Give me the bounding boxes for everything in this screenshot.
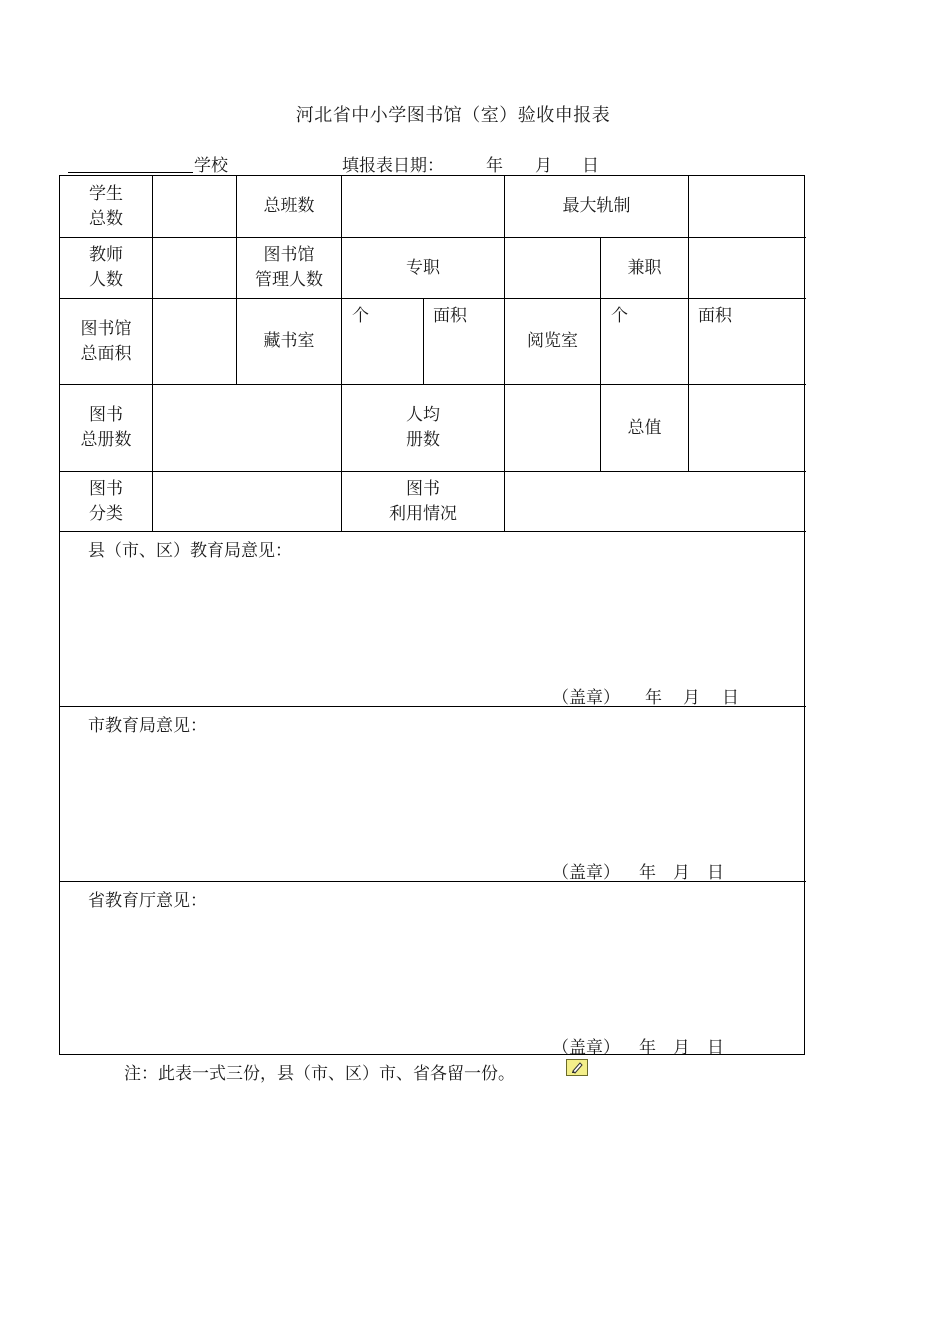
city-month-label: 月	[673, 863, 690, 883]
page-title: 河北省中小学图书馆（室）验收申报表	[295, 105, 611, 126]
province-opinion-label: 省教育厅意见：	[88, 891, 207, 911]
row-divider	[60, 531, 806, 532]
full-time-field[interactable]	[505, 238, 600, 298]
province-year-label: 年	[639, 1038, 656, 1058]
per-capita-volumes-field[interactable]	[505, 385, 600, 471]
stack-room-area-label: 面积	[433, 306, 467, 326]
per-capita-volumes-label: 人均 册数	[406, 405, 440, 450]
county-year-label: 年	[645, 688, 662, 708]
reading-room-area-label: 面积	[698, 306, 732, 326]
edit-note-icon[interactable]	[566, 1059, 588, 1076]
total-volumes-field[interactable]	[153, 385, 341, 471]
county-seal-label: （盖章）	[552, 688, 620, 708]
county-day-label: 日	[722, 688, 739, 708]
part-time-field[interactable]	[689, 238, 805, 298]
col-divider	[423, 298, 424, 384]
reading-room-count-label: 个	[611, 306, 628, 326]
book-usage-label: 图书 利用情况	[389, 478, 457, 524]
date-day-label: 日	[582, 156, 599, 176]
date-month-label: 月	[535, 156, 552, 176]
application-form-table	[59, 175, 805, 1058]
city-seal-label: （盖章）	[552, 863, 620, 883]
footnote: 注：此表一式三份，县（市、区）市、省各留一份。	[124, 1064, 515, 1084]
city-day-label: 日	[707, 863, 724, 883]
book-classification-field[interactable]	[153, 472, 341, 531]
library-total-area-label: 图书馆 总面积	[80, 318, 132, 364]
teachers-count-label: 教师 人数	[89, 245, 123, 290]
edit-note-icon-glyph	[567, 1060, 587, 1075]
total-value-field[interactable]	[689, 385, 805, 471]
city-opinion-label: 市教育局意见：	[88, 716, 207, 736]
province-day-label: 日	[707, 1038, 724, 1058]
city-year-label: 年	[639, 863, 656, 883]
school-label: 学校	[194, 156, 228, 176]
county-month-label: 月	[683, 688, 700, 708]
max-track-label: 最大轨制	[562, 196, 631, 216]
total-classes-label: 总班数	[263, 196, 315, 216]
total-value-label: 总值	[627, 417, 662, 438]
total-volumes-label: 图书 总册数	[80, 405, 132, 450]
library-managers-label: 图书馆 管理人数	[255, 245, 323, 290]
max-track-field[interactable]	[689, 176, 805, 237]
book-classification-label: 图书 分类	[89, 478, 123, 524]
full-time-label: 专职	[406, 257, 440, 278]
row-divider	[60, 881, 806, 882]
county-opinion-label: 县（市、区）教育局意见：	[88, 541, 292, 561]
library-total-area-field[interactable]	[153, 299, 236, 384]
teachers-count-field[interactable]	[153, 238, 236, 298]
total-classes-field[interactable]	[342, 176, 504, 237]
date-year-label: 年	[486, 156, 503, 176]
province-seal-label: （盖章）	[552, 1038, 620, 1058]
students-total-field[interactable]	[153, 176, 236, 237]
students-total-label: 学生 总数	[89, 183, 123, 229]
book-usage-field[interactable]	[505, 472, 805, 531]
school-name-field[interactable]	[68, 150, 193, 173]
reading-room-label: 阅览室	[527, 330, 578, 351]
province-month-label: 月	[673, 1038, 690, 1058]
date-label: 填报表日期：	[342, 156, 444, 176]
part-time-label: 兼职	[627, 257, 662, 278]
stack-room-label: 藏书室	[263, 331, 315, 351]
stack-room-count-label: 个	[352, 306, 369, 326]
